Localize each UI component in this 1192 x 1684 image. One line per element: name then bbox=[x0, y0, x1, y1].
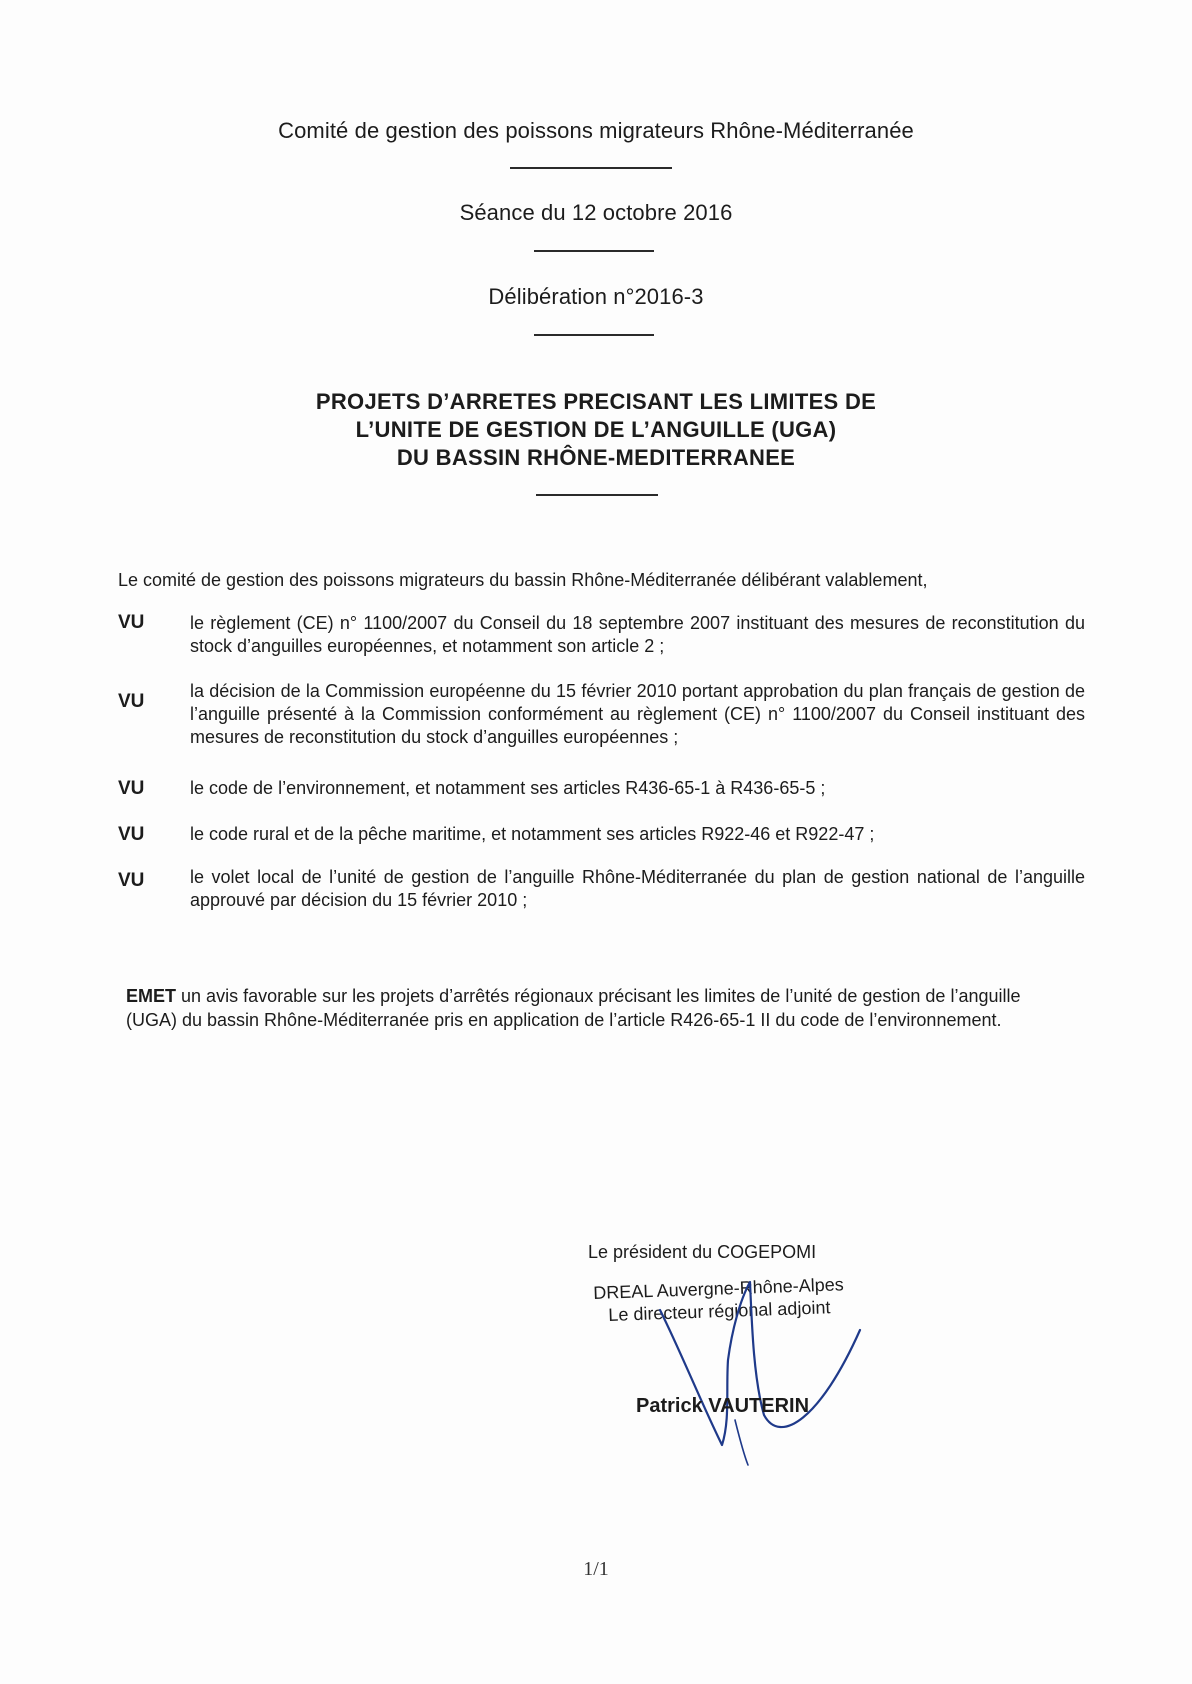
divider-1 bbox=[510, 167, 672, 169]
title-line: PROJETS D’ARRETES PRECISANT LES LIMITES DE bbox=[315, 389, 877, 414]
committee-heading: Comité de gestion des poissons migrateurs Rhône-Méditerranée bbox=[278, 118, 914, 143]
consideration-text: la décision de la Commission européenne du 15 février 2010 portant approbation du plan français de gestion de l’anguille présenté à la Commission conformément au règlement (CE) n° 1100/2007 du Conseil instituant des mesures de reconstitution du stock d’anguilles européennes ; bbox=[190, 681, 1085, 747]
consideration-label: VU bbox=[118, 824, 145, 845]
title-line: L’UNITE DE GESTION DE L’ANGUILLE (UGA) bbox=[355, 417, 837, 442]
deliberation-number: Délibération n°2016-3 bbox=[488, 284, 704, 309]
page-number: 1/1 bbox=[583, 1558, 609, 1580]
consideration-label: VU bbox=[118, 691, 145, 712]
divider-2 bbox=[534, 250, 654, 252]
consideration-label: VU bbox=[118, 870, 145, 891]
document-title bbox=[0, 388, 1192, 472]
decision-keyword: EMET bbox=[126, 986, 177, 1006]
title-line: DU BASSIN RHÔNE-MEDITERRANEE bbox=[396, 445, 796, 470]
decision-text: un avis favorable sur les projets d’arrêtés régionaux précisant les limites de l’unité de gestion de l’anguille (UGA) du bassin Rhône-Méditerranée pris en application de l’article R426-65-1 II du code de l’environnement. bbox=[126, 986, 1021, 1030]
consideration-text: le règlement (CE) n° 1100/2007 du Conseil du 18 septembre 2007 instituant des mesures de reconstitution du stock d’anguilles européennes, et notamment son article 2 ; bbox=[190, 613, 1085, 656]
session-date: Séance du 12 octobre 2016 bbox=[459, 200, 733, 225]
decision-paragraph bbox=[126, 984, 1056, 1032]
consideration-text: le volet local de l’unité de gestion de l’anguille Rhône-Méditerranée du plan de gestion national de l’anguille approuvé par décision du 15 février 2010 ; bbox=[190, 867, 1085, 910]
signatory-role: Le président du COGEPOMI bbox=[588, 1242, 817, 1262]
divider-4 bbox=[536, 494, 658, 496]
consideration-label: VU bbox=[118, 612, 145, 633]
consideration-text: le code rural et de la pêche maritime, et notamment ses articles R922-46 et R922-47 ; bbox=[190, 824, 875, 844]
consideration-text: le code de l’environnement, et notamment ses articles R436-65-1 à R436-65-5 ; bbox=[190, 778, 826, 798]
divider-3 bbox=[534, 334, 654, 336]
handwritten-signature bbox=[640, 1270, 880, 1470]
signatory-organization: DREAL Auvergne-Rhône-Alpes bbox=[593, 1274, 845, 1303]
signatory-position: Le directeur régional adjoint bbox=[608, 1297, 831, 1325]
signatory-name: Patrick VAUTERIN bbox=[636, 1395, 810, 1417]
consideration-label: VU bbox=[118, 778, 145, 799]
intro-paragraph: Le comité de gestion des poissons migrateurs du bassin Rhône-Méditerranée délibérant valablement, bbox=[118, 570, 928, 590]
